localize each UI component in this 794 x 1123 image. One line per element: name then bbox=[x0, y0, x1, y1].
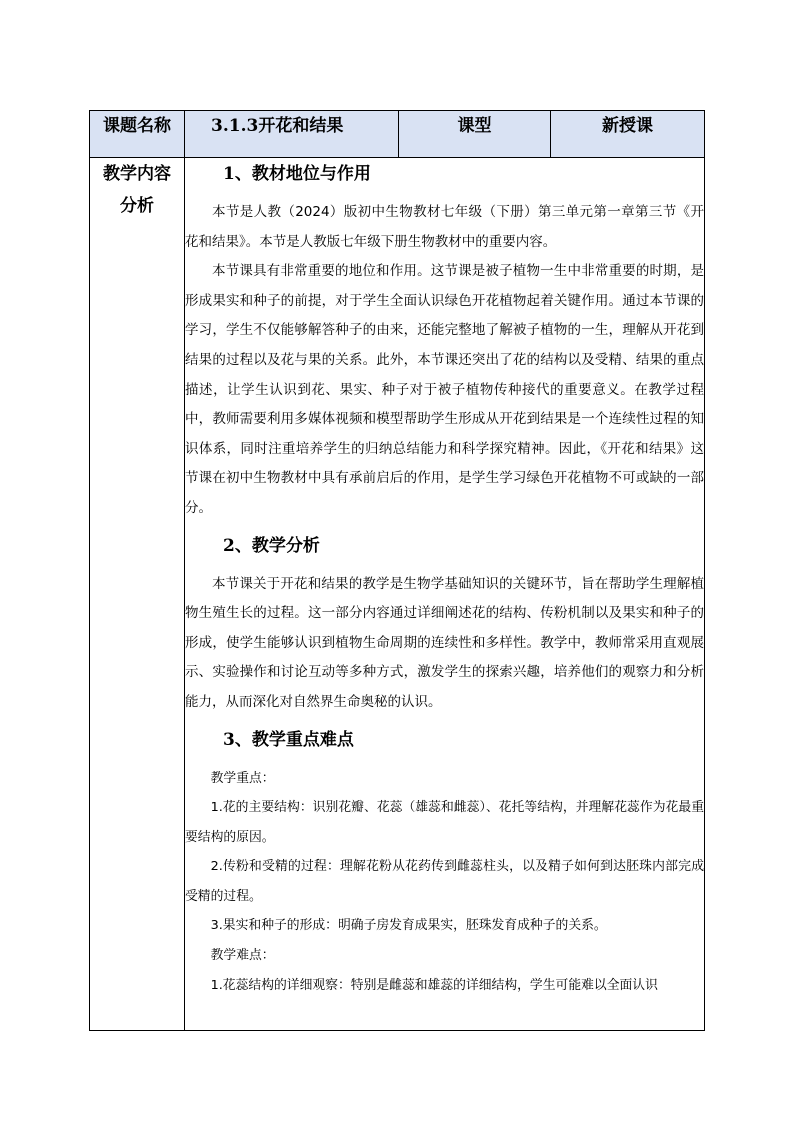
paragraph: 本节课关于开花和结果的教学是生物学基础知识的关键环节，旨在帮助学生理解植物生殖生长的过程。这一部分内容通过详细阐述花的结构、传粉机制以及果实和种子的形成，使学生能够认识到植物生命周期的连续性和多样性。教学中，教师常采用直观展示、实验操作和讨论互动等多种方式，激发学生的探索兴趣，培养他们的观察力和分析能力，从而深化对自然界生命奥秘的认识。 bbox=[185, 575, 704, 710]
paragraph: 1.花的主要结构：识别花瓣、花蕊（雄蕊和雌蕊）、花托等结构，并理解花蕊作为花最重要结构的原因。 bbox=[185, 800, 704, 845]
header-row bbox=[90, 111, 705, 158]
paragraph: 1.花蕊结构的详细观察：特别是雌蕊和雄蕊的详细结构，学生可能难以全面认识 bbox=[210, 977, 658, 993]
lesson-plan-table bbox=[89, 110, 705, 1031]
type-value: 新授课 bbox=[551, 111, 705, 158]
section-heading-key-points: 3、教学重点难点 bbox=[223, 729, 354, 750]
section-heading-analysis: 2、教学分析 bbox=[223, 535, 320, 556]
paragraph: 教学难点： bbox=[210, 948, 275, 964]
paragraph: 本节课具有非常重要的地位和作用。这节课是被子植物一生中非常重要的时期，是形成果实和种子的前提，对于学生全面认识绿色开花植物起着关键作用。通过本节课的学习，学生不仅能够解答种子的由来，还能完整地了解被子植物的一生，理解从开花到结果的过程以及花与果的关系。此外，本节课还突出了花的结构以及受精、结果的重点描述，让学生认识到花、果实、种子对于被子植物传种接代的重要意义。在教学过程中，教师需要利用多媒体视频和模型帮助学生形成从开花到结果是一个连续性过程的知识体系，同时注重培养学生的归纳总结能力和科学探究精神。因此，《开花和结果》这节课在初中生物教材中具有承前启后的作用，是学生学习绿色开花植物不可或缺的一部分。 bbox=[185, 263, 704, 516]
content-label-cell bbox=[90, 158, 185, 1031]
paragraph: 教学重点： bbox=[210, 770, 275, 786]
content-body bbox=[185, 158, 704, 1022]
content-label-line-1: 教学内容 bbox=[103, 164, 171, 184]
paragraph: 本节是人教（2024）版初中生物教材七年级（下册）第三单元第一章第三节《开花和结果》。本节是人教版七年级下册生物教材中的重要内容。 bbox=[185, 204, 704, 250]
type-label: 课型 bbox=[399, 111, 551, 158]
paragraph: 2.传粉和受精的过程：理解花粉从花药传到雌蕊柱头，以及精子如何到达胚珠内部完成受精的过程。 bbox=[185, 859, 704, 904]
content-row bbox=[90, 158, 705, 1031]
section-heading-position: 1、教材地位与作用 bbox=[223, 164, 371, 184]
topic-label: 课题名称 bbox=[90, 111, 185, 158]
content-label-line-2: 分析 bbox=[120, 196, 154, 216]
paragraph: 3.果实和种子的形成：明确子房发育成果实，胚珠发育成种子的关系。 bbox=[210, 918, 607, 934]
topic-value: 3.1.3开花和结果 bbox=[185, 111, 399, 158]
content-cell bbox=[185, 158, 705, 1031]
